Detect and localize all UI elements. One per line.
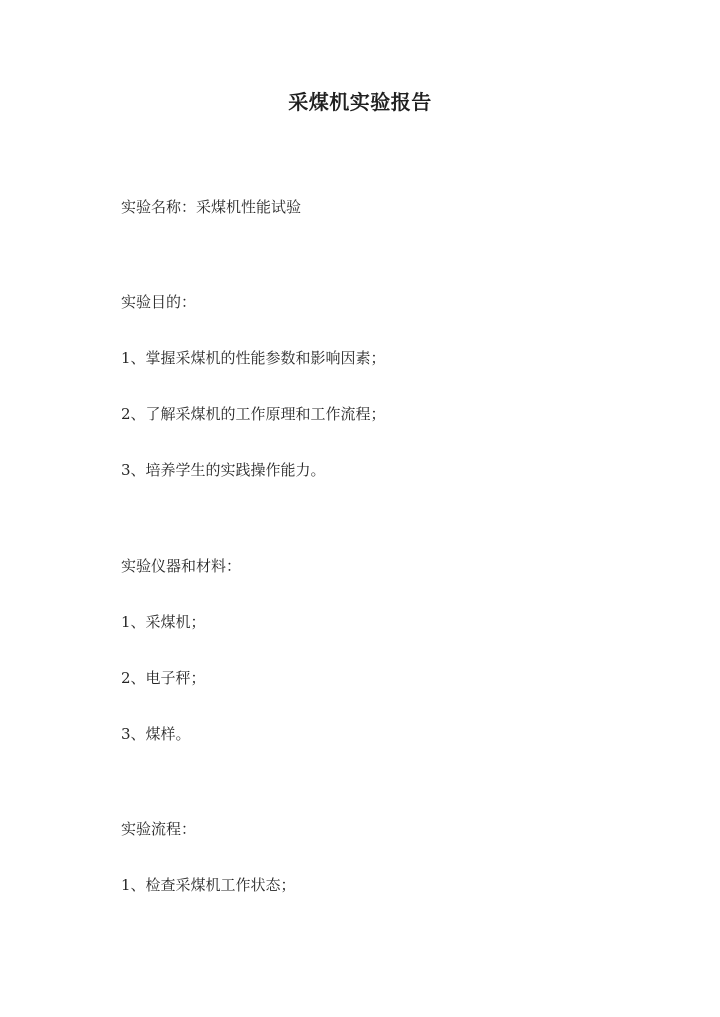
purpose-item: 3、培养学生的实践操作能力。 [121,461,326,479]
procedure-heading: 实验流程： [121,820,197,838]
materials-item: 1、采煤机； [121,613,206,631]
purpose-heading: 实验目的： [121,293,197,311]
materials-item: 2、电子秤； [121,669,206,687]
experiment-name: 实验名称：采煤机性能试验 [121,198,302,216]
materials-heading: 实验仪器和材料： [121,557,242,575]
purpose-item: 2、了解采煤机的工作原理和工作流程； [121,405,386,423]
materials-item: 3、煤样。 [121,725,191,743]
procedure-item: 1、检查采煤机工作状态； [121,876,296,894]
purpose-item: 1、掌握采煤机的性能参数和影响因素； [121,349,386,367]
document-title: 采煤机实验报告 [288,90,432,114]
